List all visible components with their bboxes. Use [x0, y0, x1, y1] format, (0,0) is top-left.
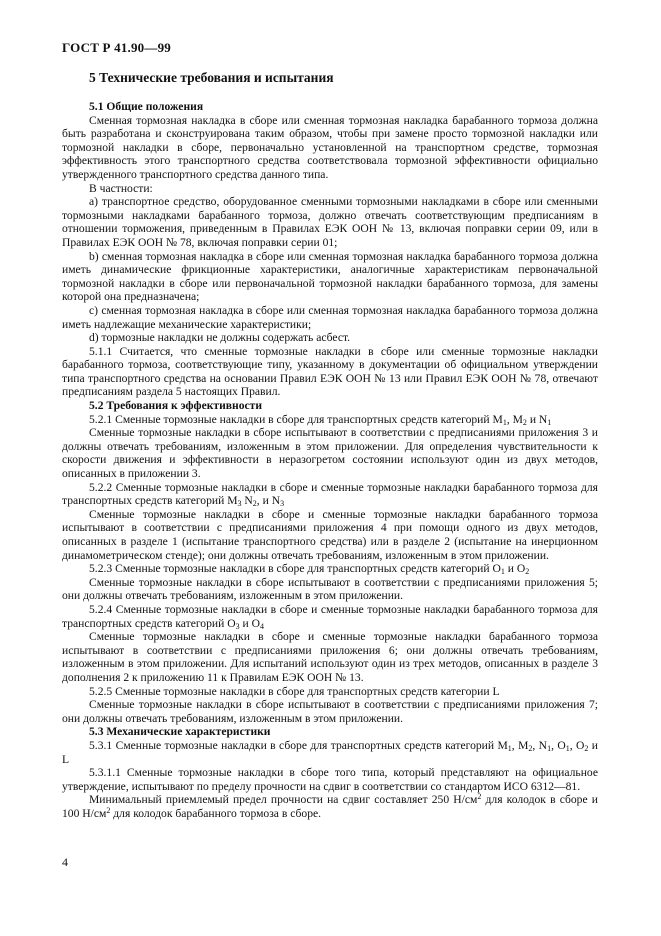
paragraph-5-1: Сменная тормозная накладка в сборе или сменная тормозная накладка барабанного тормоза должна быть разработана и сконструирована таким образом, чтобы при замене просто тормозной накладки или тормозной накладки в сборе, первоначально установленной на транспортном средстве, тормозная эффективность этого транспортного средства соответствовала тормозной эффективности официально утвержденного транспортного средства данного типа.: [62, 113, 598, 181]
paragraph-5-2-4-body: Сменные тормозные накладки в сборе и сменные тормозные накладки барабанного тормоза испытывают в соответствии с предписаниями приложения 6; они должны отвечать требованиям, изложенным в этом приложении. Для испытаний используют один из трех методов, описанных в разделе 3 дополнения 2 к приложению 11 к Правилам ЕЭК ООН № 13.: [62, 630, 598, 684]
document-code-header: ГОСТ Р 41.90—99: [62, 40, 171, 55]
paragraph-5-2-3-body: Сменные тормозные накладки в сборе испытывают в соответствии с предписаниями приложения 5; они должны отвечать требованиям, изложенным в этом приложении.: [62, 575, 598, 603]
subsection-title-5-3: 5.3 Механические характеристики: [89, 725, 271, 739]
list-item-c: с) сменная тормозная накладка в сборе или сменная тормозная накладка барабанного тормоза должна иметь надлежащие механические характеристики;: [62, 303, 598, 331]
paragraph-5-2-2-body: Сменные тормозные накладки в сборе и сменные тормозные накладки барабанного тормоза испытывают в соответствии с предписаниями приложения 4 при помощи одного из двух методов, описанных в разделе 1 (испытание транспортного средства) или в разделе 2 (испытание на инерционном динамометрическом стенде); они должны отвечать требованиям, изложенным в этом приложении.: [62, 507, 598, 562]
paragraph-5-2-2: 5.2.2 Сменные тормозные накладки в сборе и сменные тормозные накладки барабанного тормоза для транспортных средств категорий $M_3$ $N_2$, и $N_3$: [62, 480, 598, 509]
list-item-a: а) транспортное средство, оборудованное сменными тормозными накладками в сборе или сменными тормозными накладками барабанного тормоза, должно отвечать соответствующим предписаниям в отношении торможения, приведенным в Правилах ЕЭК ООН № 13, включая поправки серии 09, или в Правилах ЕЭК ООН № 78, включая поправки серии 01;: [62, 195, 598, 249]
paragraph-min-strength: Минимальный приемлемый предел прочности на сдвиг составляет 250 $Н/см^2$ для колодок в сборе и 100 $Н/см^2$ для колодок барабанного тормоза в сборе.: [62, 792, 598, 820]
paragraph-in-particular: В частности:: [89, 181, 153, 195]
list-item-b: b) сменная тормозная накладка в сборе или сменная тормозная накладка барабанного тормоза должна иметь динамические фрикционные характеристики, аналогичные характеристикам первоначальной тормозной накладки в сборе или первоначальной тормозной накладки барабанного тормоза, для замены которой она предназначена;: [62, 249, 598, 304]
document-body: [62, 70, 598, 820]
subsection-title-5-2: 5.2 Требования к эффективности: [89, 399, 263, 413]
paragraph-5-2-1-body: Сменные тормозные накладки в сборе испытывают в соответствии с предписаниями приложения 3 и должны отвечать требованиям, изложенным в этом приложении. Для определения чувствительности к скорости движения и эффективности в неразогретом состоянии используют один из двух методов, описанных в приложении 3.: [62, 426, 598, 481]
paragraph-5-1-1: 5.1.1 Считается, что сменные тормозные накладки в сборе или сменные тормозные накладки барабанного тормоза, соответствующие типу, указанному в документации об официальном утверждении типа транспортного средства на основании Правил ЕЭК ООН № 13 или Правил ЕЭК ООН № 78, отвечают предписаниям раздела 5 настоящих Правил.: [62, 344, 598, 399]
paragraph-5-2-4: 5.2.4 Сменные тормозные накладки в сборе и сменные тормозные накладки барабанного тормоза для транспортных средств категорий $O_3$ и $O_4$: [62, 602, 598, 631]
paragraph-5-2-1: 5.2.1 Сменные тормозные накладки в сборе для транспортных средств категорий $M_1$, $M_2$ и $N_1$: [89, 412, 552, 427]
paragraph-5-3-1-1: 5.3.1.1 Сменные тормозные накладки в сборе того типа, который представляют на официальное утверждение, испытывают по пределу прочности на сдвиг в соответствии со стандартом ИСО 6312—81.: [62, 766, 598, 793]
paragraph-5-2-5: 5.2.5 Сменные тормозные накладки в сборе для транспортных средств категории L: [89, 684, 500, 698]
subsection-title-5-1: 5.1 Общие положения: [89, 100, 204, 113]
page-number: 4: [62, 855, 68, 869]
paragraph-5-3-1: 5.3.1 Сменные тормозные накладки в сборе для транспортных средств категорий $M_1$, $M_2$, $N_1$, $O_1$, $O_2$ и L: [62, 738, 599, 766]
paragraph-5-2-5-body: Сменные тормозные накладки в сборе испытывают в соответствии с предписаниями приложения 7; они должны отвечать требованиям, изложенным в этом приложении.: [62, 698, 598, 725]
list-item-d: d) тормозные накладки не должны содержать асбест.: [89, 331, 351, 345]
paragraph-5-2-3: 5.2.3 Сменные тормозные накладки в сборе для транспортных средств категорий $O_1$ и $O_2$: [89, 562, 530, 577]
section-title: 5 Технические требования и испытания: [89, 70, 334, 85]
